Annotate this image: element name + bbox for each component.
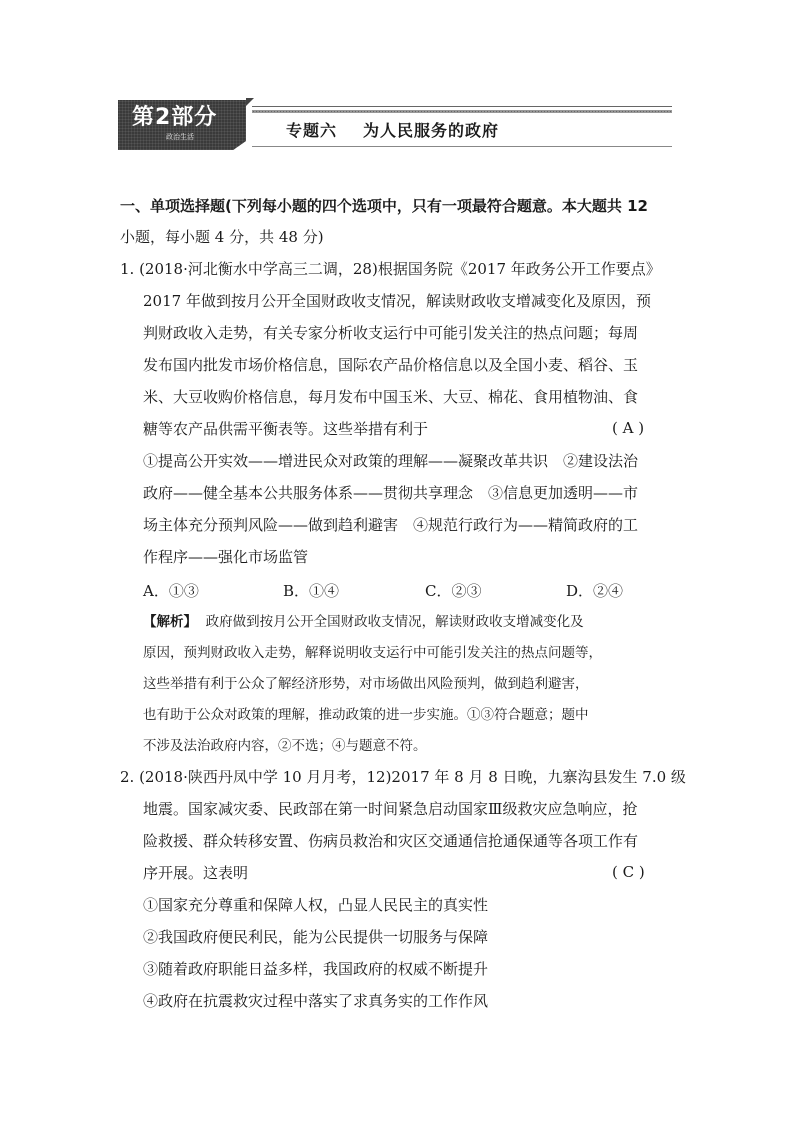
q1-line: 判财政收入走势，有关专家分析收支运行中可能引发关注的热点问题；每周 [143,324,639,342]
q1-choice-line: ①提高公开实效——增进民众对政策的理解——凝聚改革共识 ②建设法治 [143,452,639,470]
q1-choice-line: 场主体充分预判风险——做到趋利避害 ④规范行政行为——精简政府的工 [143,516,639,534]
q2-choice-line: ④政府在抗震救灾过程中落实了求真务实的工作作风 [143,992,489,1010]
q2-choice-line: ③随着政府职能日益多样，我国政府的权威不断提升 [143,960,489,978]
q1-analysis-line: 不涉及法治政府内容，②不选；④与题意不符。 [143,738,427,754]
section-heading-line-1: 一、单项选择题(下列每小题的四个选项中，只有一项最符合题意。本大题共 12 [120,197,648,215]
q1-analysis-line: 这些举措有利于公众了解经济形势，对市场做出风险预判，做到趋利避害， [143,676,589,692]
topic-title [286,118,525,141]
page-header [118,96,673,158]
q2-choice-line: ①国家充分尊重和保障人权，凸显人民民主的真实性 [143,896,489,914]
analysis-text: 政府做到按月公开全国财政收支情况，解读财政收支增减变化及 [205,614,584,630]
topic-number: 专题六 [286,121,338,140]
q2-answer: ( C ) [612,863,645,881]
topic-name: 为人民服务的政府 [363,121,500,140]
part-subtitle: 政治生活 [166,133,194,141]
q1-choice-line: 作程序——强化市场监管 [143,548,309,566]
q1-line: 发布国内批发市场价格信息，国际农产品价格信息以及全国小麦、稻谷、玉 [143,356,639,374]
q1-line: 1. (2018·河北衡水中学高三二调，28)根据国务院《2017 年政务公开工作要点》 [120,260,661,278]
q1-option-d: D．②④ [566,582,624,600]
section-heading-line-2: 小题，每小题 4 分，共 48 分) [120,228,324,246]
q1-choice-line: 政府——健全基本公共服务体系——贯彻共享理念 ③信息更加透明——市 [143,484,639,502]
q2-choice-line: ②我国政府便民利民，能为公民提供一切服务与保障 [143,928,489,946]
header-rule-top [252,106,672,107]
analysis-tag: 【解析】 [143,614,197,630]
q1-analysis-line: 也有助于公众对政策的理解，推动政策的进一步实施。①③符合题意；题中 [143,707,589,723]
q2-line: 险救援、群众转移安置、伤病员救治和灾区交通通信抢通保通等各项工作有 [143,832,639,850]
q1-analysis-line [143,612,584,632]
part-label: 第2部分 [132,105,218,130]
q1-option-b: B．①④ [283,582,340,600]
header-corner-decoration [246,98,254,106]
q2-line: 序开展。这表明 [143,864,249,882]
q2-line: 2. (2018·陕西丹凤中学 10 月月考，12)2017 年 8 月 8 日晚，九寨沟县发生 7.0 级 [120,768,686,786]
q1-line: 糖等农产品供需平衡表等。这些举措有利于 [143,420,429,438]
header-rule-dotted [252,110,672,113]
q1-line: 2017 年做到按月公开全国财政收支情况，解读财政收支增减变化及原因，预 [143,292,651,310]
q1-analysis-line: 原因，预判财政收入走势，解释说明收支运行中可能引发关注的热点问题等， [143,645,602,661]
header-rule-bottom [252,146,672,147]
q1-line: 米、大豆收购价格信息，每月发布中国玉米、大豆、棉花、食用植物油、食 [143,388,639,406]
q1-option-a: A．①③ [143,582,199,600]
q2-line: 地震。国家减灾委、民政部在第一时间紧急启动国家Ⅲ级救灾应急响应，抢 [143,800,638,818]
q1-option-c: C．②③ [425,582,482,600]
q1-answer: ( A ) [612,419,645,437]
